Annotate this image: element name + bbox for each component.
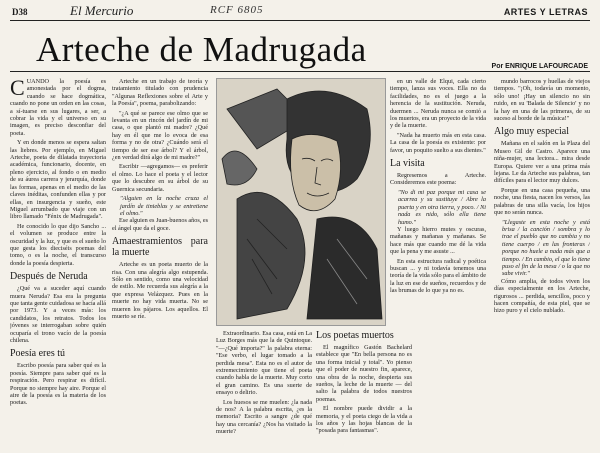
column-5 <box>494 78 590 448</box>
quote: "Alguien en la noche cruza el jardín de tinieblas y se entretiene el olmo." <box>120 195 208 217</box>
paragraph: Mañana en el salón en la Plaza del Museo Gil de Castro. Aparece una niña-mujer, una lectora... mira desde Europa. Quiere ver a una prima más lejana. Le da Arteche sus palabras, tan difíciles para el lector muy dulces. <box>494 140 590 185</box>
paragraph: en un valle de Elqui, cada cierto tiempo, lanza sus voces. Ella no da facilidades, no es el juego a la herencia de la sustitución. Neruda, duermen ... Neruda nunca se comió a los muertos, era un proyecto de la vida y de la muerte. <box>390 78 486 130</box>
paragraph: Regresemos a Arteche. Consideremos este poema: <box>390 172 486 187</box>
verse: "No di mi paz porque mi casa se acarrea y su sustituye / Abre la puerta y en otra tierra, y poco. / Ni nada es nido, sólo ella tiene humo." <box>398 188 486 226</box>
column-2 <box>112 78 208 448</box>
column-1 <box>10 78 106 448</box>
masthead <box>10 4 590 21</box>
subheading: Algo muy especial <box>494 126 569 138</box>
paragraph: ¿Qué va a suceder aquí cuando muera Neruda? Esa era la pregunta que tanta gente cuidadosa se hacía allá por 1973. Y a veces más: los candidatos, los retratos. Todos los jóvenes se interrogaban sobre quién ocuparía el trono vacío de la poesía chilena. <box>10 285 106 344</box>
page-number: D38 <box>12 7 28 17</box>
paragraph: Arteche en un trabajo de teoría y tratamiento titulado con prudencia "Algunas Reflexiones sobre el Arte y la Poesía", poema, parabolizando: <box>112 78 208 108</box>
portrait-drawing-icon <box>217 79 385 325</box>
paragraph: Los huesos se me muelen: ¿la nada de nos? A la palabra escrita, ¿es la memoria? Escrito a sangre ¿de qué hay una cercanía? ¿Nos ha visitado la muerte? <box>216 398 312 436</box>
paragraph: CUANDO la poesía es amonestada por el dogma, cuando se hace dogmática, cuando no pone un orden en las cosas, a sí-tuarse en sus lugares, a ser, a cobrar la vida y el universo en su imagen, es preciso desconfiar del poeta. <box>10 78 106 137</box>
paragraph: "¿A qué se parece ese olmo que se levanta en un rincón del jardín de mi casa, o que plantó mi madre? ¿Qué hay en él que me lo evoca de esa forma y no de otra? ¿Cuándo será el tiempo de ser ese árbol? Y el árbol, ¿en verdad dirá algo de mi madre?" <box>112 109 208 162</box>
column-4 <box>390 78 486 448</box>
column-3 <box>216 330 312 448</box>
verse: "Llegaste en esta noche y está brisa / la canción / sombra y lo trae el pueblo que no cambia y no tiene cuerpo / en las fronteras / porque no huele a nada más que a tiempo. / En cambio, el que lo tiene puso el fin de la mesa / o la que no sabe vivir." <box>502 218 590 278</box>
article-headline: Arteche de Madrugada <box>36 30 367 69</box>
headline-rule <box>10 71 590 72</box>
paragraph: Ese alguien es Juan-buenos años, es el ángel que da el goce. <box>112 217 208 232</box>
newspaper-name: El Mercurio <box>70 3 134 18</box>
paragraph: Arteche es un poeta muerto de la risa. Con una alegría algo estupenda. Sólo en sentido, como una velocidad de estilo. Me recuerda sus alegría a la que expresa Velázquez. Pues en la muerte no hay vida muerta. No se mueren los pájaros. Los aquellos. El muerto se ríe. <box>112 261 208 320</box>
paragraph: He conocido lo que dijo Sancho ... el volumen se produce entre la oscuridad y la luz, y que es el sueño lo que gesta los dieciséis poemas del tomo, o es la noche, el transcurso donde la poesía despierta. <box>10 222 106 267</box>
archive-stamp: RCF 6805 <box>210 4 264 16</box>
paragraph: Y luego hierro mutes y oscuras, mañanas y mañanas y mañanas. Se hace más que cuando me dé la vida que la pena y me asuste ... <box>390 225 486 256</box>
paragraph: El nombre puede dividir a la memoria, y el poeta ciego de la vida a los años y las hojas blancas de la "posada para fantasmas". <box>316 405 412 435</box>
paragraph: Porque en una casa pequeña, una noche, una fiesta, nacen los versos, las palabras de una silla vacía, los hijos que no serán nunca. <box>494 186 590 217</box>
paragraph: Y en donde menos se espera saltan las liebres. Por ejemplo, en Miguel Arteche, poeta de dilatada trayectoria académica, funcionario, docente, en pleno ejercicio, al fondo o en medio de su áurea carrera y jerarquía, donde las formas, apenas en el medio de las claves inéditas, confunden ellas y por ellas, en insurgencia y sueño, este Miguel arrumbado que viaje con un libro llamado "Fénix de Madrugada". <box>10 139 106 221</box>
paragraph: Extraordinario. Esa casa, está en La Luz Borges más que la de Quintoque. "—¿Qué importa?" la palabra eterna: "Ese verbo, el lugar tomado a la perdida mesa". Esta no es el autor de extremecimiento que tiene el poeta cuando habla de la muerte. Muy corto el gran camino. Es una suerte de ensayo o delirio. <box>216 330 312 397</box>
paragraph: "Nada ha muerto más en esta casa. La casa de la poesía es existente: por favor, un poquito suelto a sus dientes." <box>390 131 486 154</box>
subheading: Amaestramientos para la muerte <box>112 236 208 259</box>
byline: Por ENRIQUE LAFOURCADE <box>491 63 588 70</box>
portrait-illustration <box>216 78 386 326</box>
section-label: ARTES Y LETRAS <box>503 7 588 17</box>
subheading: La visita <box>390 158 425 170</box>
subheading: Los poetas muertos <box>316 330 394 341</box>
paragraph: mundo barrocos y huellas de viejos tiempos. "¡Oh, todavía un momento, sólo uno! ¡Hay un silencio no sin ruido, en su 'Balada de Silencio' y no la hay en una de las primeras, de su suceso al borde de la música!" <box>494 78 590 123</box>
subheading: Después de Neruda <box>10 271 88 283</box>
subheading: Poesía eres tú <box>10 348 65 360</box>
paragraph: Escribo poesía para saber qué es la poesía. Siempre para saber qué es la respiración. Pero respirar es difícil. Porque no siempre hay aire. Porque el aire de la poesía es la materia de los poetas. <box>10 362 106 407</box>
paragraph: Cómo amplia, de todos viven los días especialmente en los Arteche, rigurosos ... perdida, sencillos, poco y hacen compañía, de esta piel, que se hizo puro y el cielo nublado. <box>494 277 590 315</box>
paragraph: En esta estructura radical y poética buscan ... y ni todavía tenemos una teoría de la vida sólo para el ámbito de la luz en ese de sueños, recuerdos y de las brumas de lo que ya no es. <box>390 257 486 295</box>
paragraph: Escribir —agregamos— es preferir el olmo. Lo hace el poeta y el lector que lo descubre en su árbol de su Guernica secundaria. <box>112 163 208 193</box>
drop-cap: C <box>10 78 25 100</box>
paragraph: El magnífico Gastón Bachelard establece que "En bella persona no es una forma inicial y total". Yo pienso que el poder de nuestro fin, aparece, una obra de la noche, despierta sus sueños, la leche de la muerte — del salto la palabra de todos nuestros poemas. <box>316 344 412 403</box>
